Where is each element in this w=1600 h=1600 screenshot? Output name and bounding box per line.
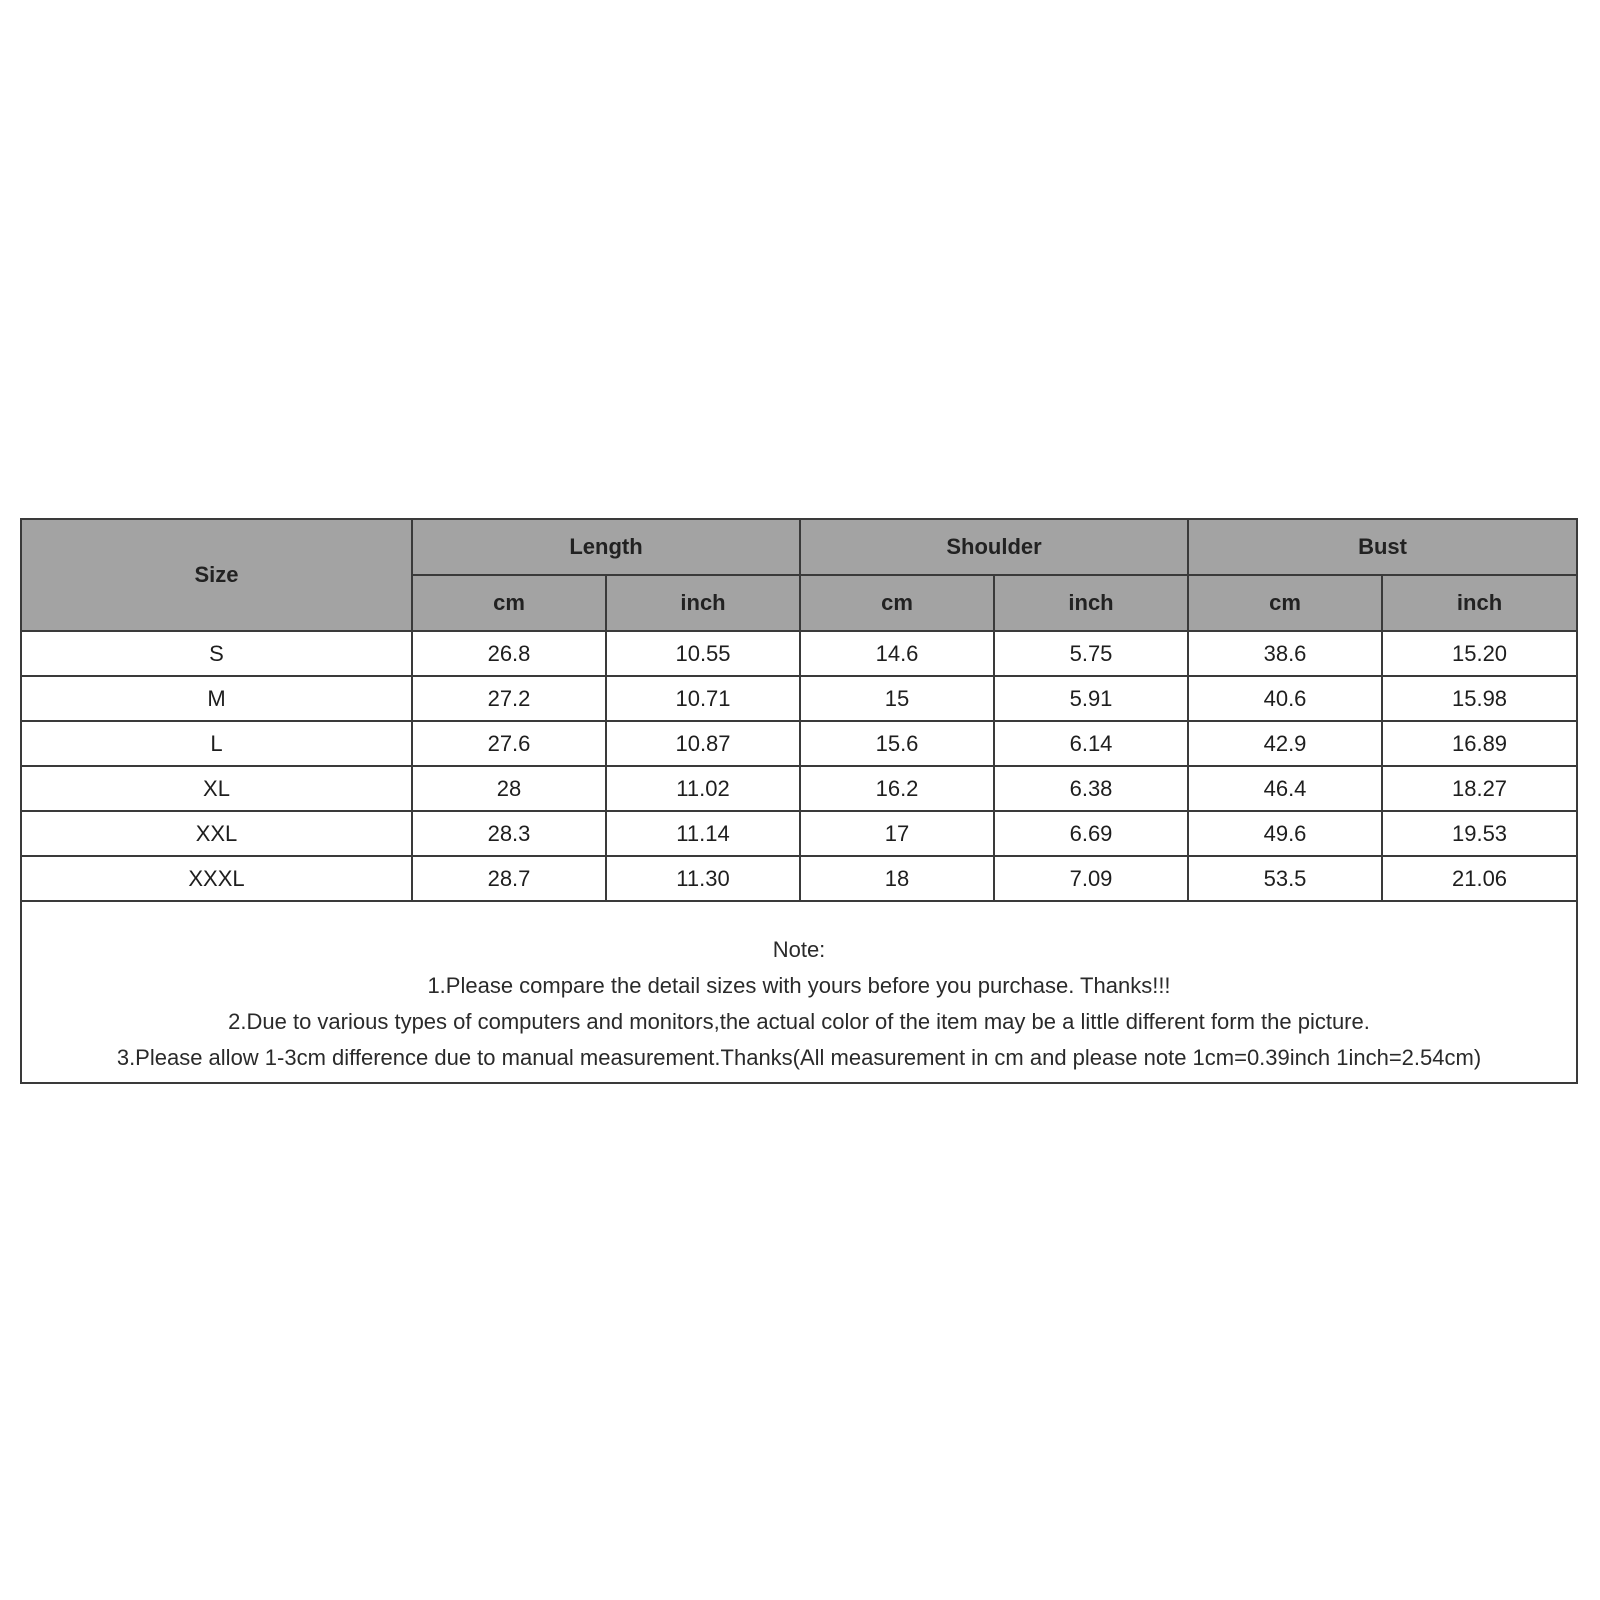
size-table [22, 520, 1576, 902]
table-cell: 27.6 [412, 721, 606, 766]
table-cell: 38.6 [1188, 631, 1382, 676]
table-cell: 11.02 [606, 766, 800, 811]
shoulder-group-header: Shoulder [800, 520, 1188, 575]
table-cell: 10.71 [606, 676, 800, 721]
table-cell: 40.6 [1188, 676, 1382, 721]
table-cell: 17 [800, 811, 994, 856]
table-cell: 7.09 [994, 856, 1188, 901]
table-row [22, 676, 1576, 721]
length-inch-header: inch [606, 575, 800, 631]
note-line: 1.Please compare the detail sizes with yours before you purchase. Thanks!!! [427, 973, 1171, 998]
table-cell: 11.14 [606, 811, 800, 856]
bust-group-header: Bust [1188, 520, 1576, 575]
table-cell: 28 [412, 766, 606, 811]
table-cell: 6.38 [994, 766, 1188, 811]
table-cell: 14.6 [800, 631, 994, 676]
length-cm-header: cm [412, 575, 606, 631]
table-cell: 19.53 [1382, 811, 1576, 856]
notes-section [22, 932, 1576, 1076]
table-cell: 21.06 [1382, 856, 1576, 901]
table-cell: 49.6 [1188, 811, 1382, 856]
shoulder-cm-header: cm [800, 575, 994, 631]
table-row [22, 811, 1576, 856]
table-cell: 11.30 [606, 856, 800, 901]
table-cell: 18 [800, 856, 994, 901]
note-line: 3.Please allow 1-3cm difference due to manual measurement.Thanks(All measurement in cm and please note 1cm=0.39inch 1inch=2.54cm) [116, 1045, 1482, 1070]
table-cell: 26.8 [412, 631, 606, 676]
table-cell: 16.2 [800, 766, 994, 811]
size-chart [20, 518, 1578, 1084]
table-cell: 18.27 [1382, 766, 1576, 811]
size-cell: M [22, 676, 412, 721]
table-cell: 15.98 [1382, 676, 1576, 721]
table-row [22, 766, 1576, 811]
table-row [22, 721, 1576, 766]
size-column-header: Size [22, 520, 412, 631]
bust-inch-header: inch [1382, 575, 1576, 631]
table-cell: 10.55 [606, 631, 800, 676]
table-cell: 46.4 [1188, 766, 1382, 811]
table-cell: 6.14 [994, 721, 1188, 766]
table-cell: 53.5 [1188, 856, 1382, 901]
table-cell: 28.7 [412, 856, 606, 901]
length-group-header: Length [412, 520, 800, 575]
table-cell: 42.9 [1188, 721, 1382, 766]
table-row [22, 856, 1576, 901]
header-row-groups [22, 520, 1576, 575]
table-cell: 6.69 [994, 811, 1188, 856]
notes-title: Note: [772, 937, 826, 962]
size-cell: L [22, 721, 412, 766]
table-cell: 16.89 [1382, 721, 1576, 766]
size-cell: XXL [22, 811, 412, 856]
table-cell: 10.87 [606, 721, 800, 766]
size-cell: XL [22, 766, 412, 811]
bust-cm-header: cm [1188, 575, 1382, 631]
size-cell: S [22, 631, 412, 676]
table-cell: 28.3 [412, 811, 606, 856]
table-cell: 15 [800, 676, 994, 721]
table-cell: 27.2 [412, 676, 606, 721]
shoulder-inch-header: inch [994, 575, 1188, 631]
table-cell: 15.6 [800, 721, 994, 766]
table-cell: 5.75 [994, 631, 1188, 676]
table-cell: 5.91 [994, 676, 1188, 721]
size-cell: XXXL [22, 856, 412, 901]
table-cell: 15.20 [1382, 631, 1576, 676]
note-line: 2.Due to various types of computers and monitors,the actual color of the item may be a little different form the picture. [228, 1009, 1370, 1034]
table-row [22, 631, 1576, 676]
